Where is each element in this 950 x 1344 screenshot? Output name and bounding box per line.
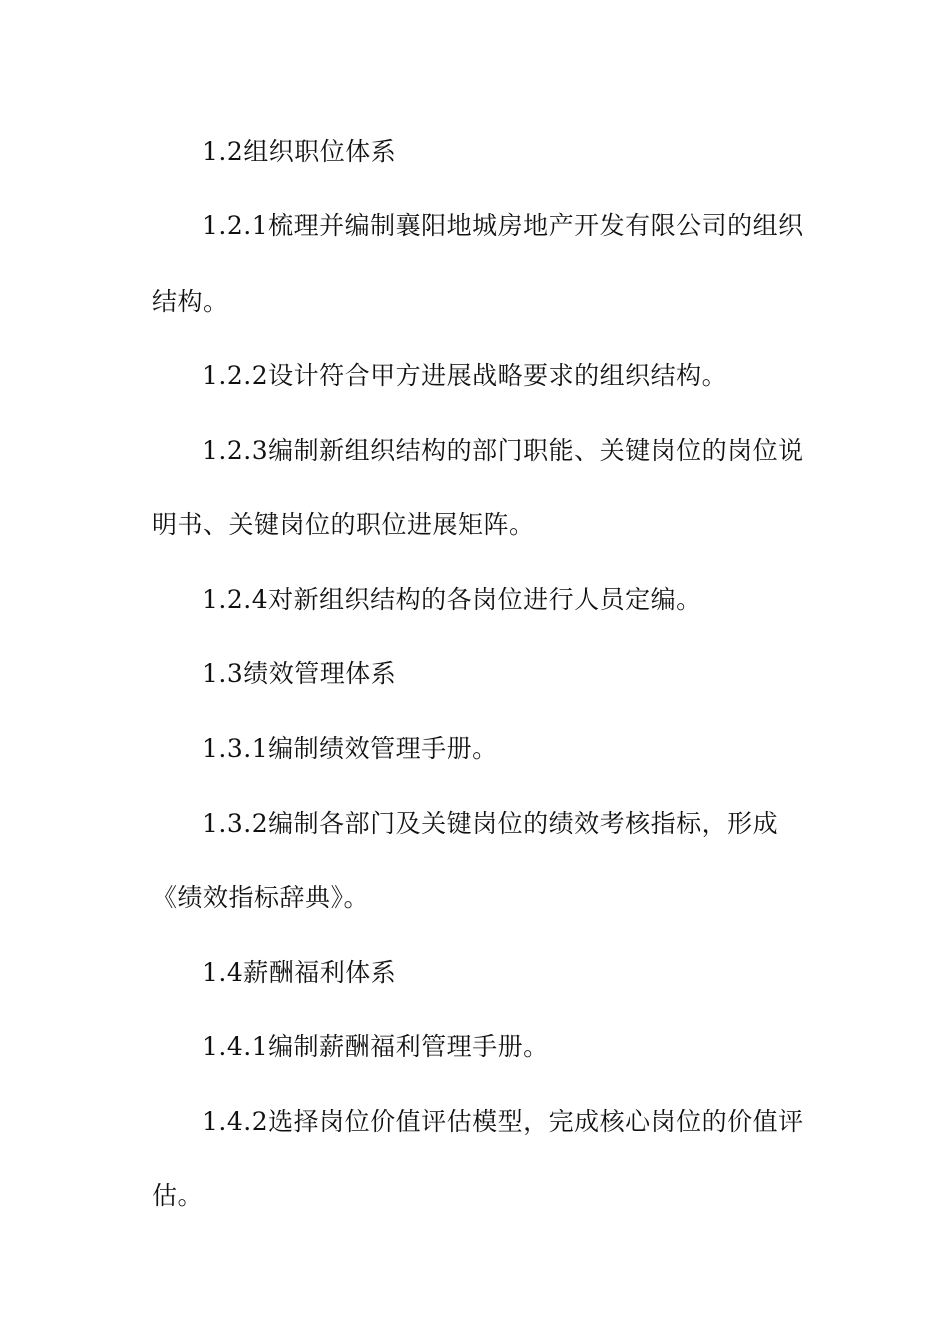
paragraph-1-2-1-line-2: 结构。	[152, 287, 229, 316]
paragraph-1-4-2-line-1: 1.4.2选择岗位价值评估模型，完成核心岗位的价值评	[202, 1107, 804, 1136]
paragraph-1-2-1-line-1: 1.2.1梳理并编制襄阳地城房地产开发有限公司的组织	[202, 211, 804, 240]
heading-1-3: 1.3绩效管理体系	[202, 659, 397, 688]
paragraph-1-4-2-line-2: 估。	[152, 1181, 204, 1210]
paragraph-1-3-2-line-2: 《绩效指标辞典》。	[152, 883, 370, 912]
paragraph-1-2-3-line-1: 1.2.3编制新组织结构的部门职能、关键岗位的岗位说	[202, 436, 804, 465]
paragraph-1-2-3-line-2: 明书、关键岗位的职位进展矩阵。	[152, 510, 535, 539]
paragraph-1-3-2-line-1: 1.3.2编制各部门及关键岗位的绩效考核指标，形成	[202, 809, 779, 838]
paragraph-1-4-1: 1.4.1编制薪酬福利管理手册。	[202, 1032, 549, 1061]
paragraph-1-3-1: 1.3.1编制绩效管理手册。	[202, 734, 498, 763]
paragraph-1-2-4: 1.2.4对新组织结构的各岗位进行人员定编。	[202, 585, 702, 614]
paragraph-1-2-2: 1.2.2设计符合甲方进展战略要求的组织结构。	[202, 361, 728, 390]
heading-1-4: 1.4薪酬福利体系	[202, 958, 397, 987]
heading-1-2: 1.2组织职位体系	[202, 137, 397, 166]
